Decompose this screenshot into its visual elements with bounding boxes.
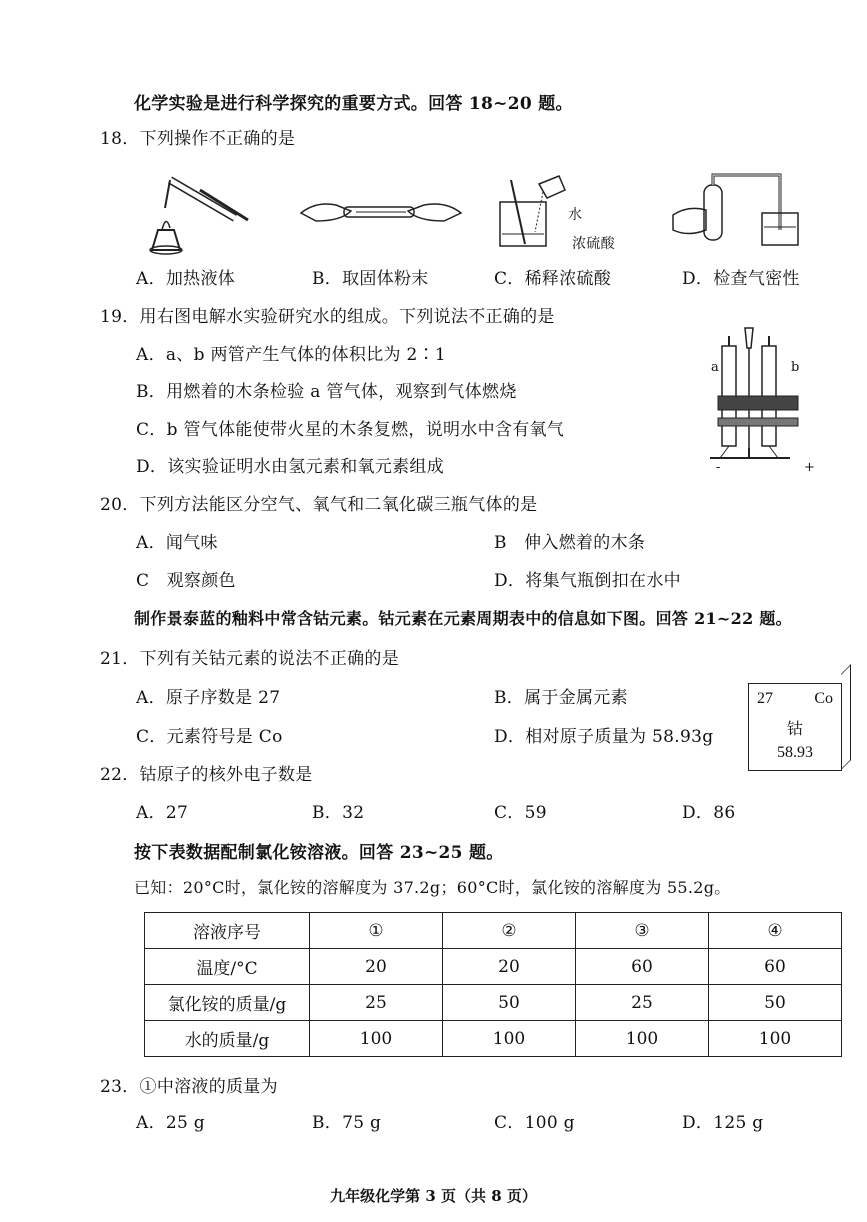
table-cell: 50 [709, 985, 842, 1021]
element-symbol: Co [814, 690, 833, 707]
table-cell: 温度/°C [145, 949, 310, 985]
question-23-option-d: D．125 g [682, 1113, 764, 1133]
question-20-option-a: A．闻气味 [136, 533, 218, 553]
question-21-option-d: D．相对原子质量为 58.93g [494, 727, 714, 747]
question-22-option-c: C．59 [494, 803, 547, 823]
question-22-option-b: B．32 [312, 803, 365, 823]
negative-electrode-label: - [716, 460, 721, 475]
table-header-cell: ③ [576, 913, 709, 949]
dilute-acid-figure [495, 172, 575, 252]
table-cell: 100 [310, 1021, 443, 1057]
question-18-option-b: B．取固体粉末 [312, 269, 429, 289]
table-cell: 20 [310, 949, 443, 985]
table-cell: 25 [310, 985, 443, 1021]
table-header-row [145, 913, 842, 949]
electrolysis-apparatus-figure [700, 318, 820, 478]
water-label: 水 [568, 207, 583, 223]
section-intro-23-25: 按下表数据配制氯化铵溶液。回答 23~25 题。 [134, 843, 504, 863]
atomic-number: 27 [757, 690, 773, 707]
question-22-stem: 22．钴原子的核外电子数是 [100, 765, 313, 785]
question-22-option-d: D．86 [682, 803, 736, 823]
table-header-cell: 溶液序号 [145, 913, 310, 949]
positive-electrode-label: + [804, 460, 816, 475]
question-21-stem: 21．下列有关钴元素的说法不正确的是 [100, 649, 400, 669]
table-cell: 100 [709, 1021, 842, 1057]
table-cell: 100 [576, 1021, 709, 1057]
question-22-option-a: A．27 [136, 803, 189, 823]
atomic-mass: 58.93 [777, 744, 813, 761]
table-cell: 25 [576, 985, 709, 1021]
question-19-stem: 19．用右图电解水实验研究水的组成。下列说法不正确的是 [100, 307, 555, 327]
question-20-option-b: B 伸入燃着的木条 [494, 533, 646, 553]
page-footer: 九年级化学第 3 页（共 8 页） [330, 1187, 537, 1205]
question-20-option-c: C 观察颜色 [136, 571, 236, 591]
table-row [145, 1021, 842, 1057]
solubility-known-text: 已知：20°C时，氯化铵的溶解度为 37.2g；60°C时，氯化铵的溶解度为 55.2g。 [134, 878, 731, 897]
question-18-option-c: C．稀释浓硫酸 [494, 269, 612, 289]
question-23-option-b: B．75 g [312, 1113, 382, 1133]
table-row [145, 949, 842, 985]
question-20-stem: 20．下列方法能区分空气、氧气和二氧化碳三瓶气体的是 [100, 495, 538, 515]
table-cell: 100 [443, 1021, 576, 1057]
section-intro-21-22: 制作景泰蓝的釉料中常含钴元素。钴元素在元素周期表中的信息如下图。回答 21~22 题。 [134, 609, 792, 628]
question-23-option-a: A．25 g [136, 1113, 205, 1133]
element-name: 钴 [786, 721, 803, 738]
question-23-option-c: C．100 g [494, 1113, 575, 1133]
question-23-stem: 23．①中溶液的质量为 [100, 1077, 278, 1097]
question-19-option-c: C．b 管气体能使带火星的木条复燃，说明水中含有氧气 [136, 420, 565, 440]
table-header-cell: ② [443, 913, 576, 949]
table-cell: 20 [443, 949, 576, 985]
airtightness-check-figure [668, 165, 808, 255]
question-18-option-a: A．加热液体 [136, 269, 236, 289]
question-18-option-d: D．检查气密性 [682, 269, 800, 289]
question-19-option-d: D．该实验证明水由氢元素和氧元素组成 [136, 457, 445, 477]
table-cell: 60 [576, 949, 709, 985]
question-21-option-c: C．元素符号是 Co [136, 727, 283, 747]
question-19-option-a: A．a、b 两管产生气体的体积比为 2∶1 [136, 345, 447, 365]
concentrated-acid-label: 浓硫酸 [572, 236, 615, 252]
table-header-cell: ① [310, 913, 443, 949]
tube-b-label: b [791, 360, 800, 375]
heating-liquid-figure [140, 160, 260, 260]
table-cell: 氯化铵的质量/g [145, 985, 310, 1021]
section-intro-18-20: 化学实验是进行科学探究的重要方式。回答 18~20 题。 [134, 94, 573, 114]
question-21-option-a: A．原子序数是 27 [136, 688, 281, 708]
question-21-option-b: B．属于金属元素 [494, 688, 628, 708]
powder-sampling-figure [296, 193, 466, 233]
cobalt-element-card [748, 683, 842, 771]
tube-a-label: a [711, 360, 720, 375]
table-cell: 60 [709, 949, 842, 985]
table-header-cell: ④ [709, 913, 842, 949]
question-20-option-d: D．将集气瓶倒扣在水中 [494, 571, 681, 591]
table-cell: 50 [443, 985, 576, 1021]
question-18-stem: 18．下列操作不正确的是 [100, 129, 296, 149]
solution-data-table [144, 912, 842, 1057]
table-row [145, 985, 842, 1021]
table-cell: 水的质量/g [145, 1021, 310, 1057]
question-19-option-b: B．用燃着的木条检验 a 管气体，观察到气体燃烧 [136, 382, 517, 402]
